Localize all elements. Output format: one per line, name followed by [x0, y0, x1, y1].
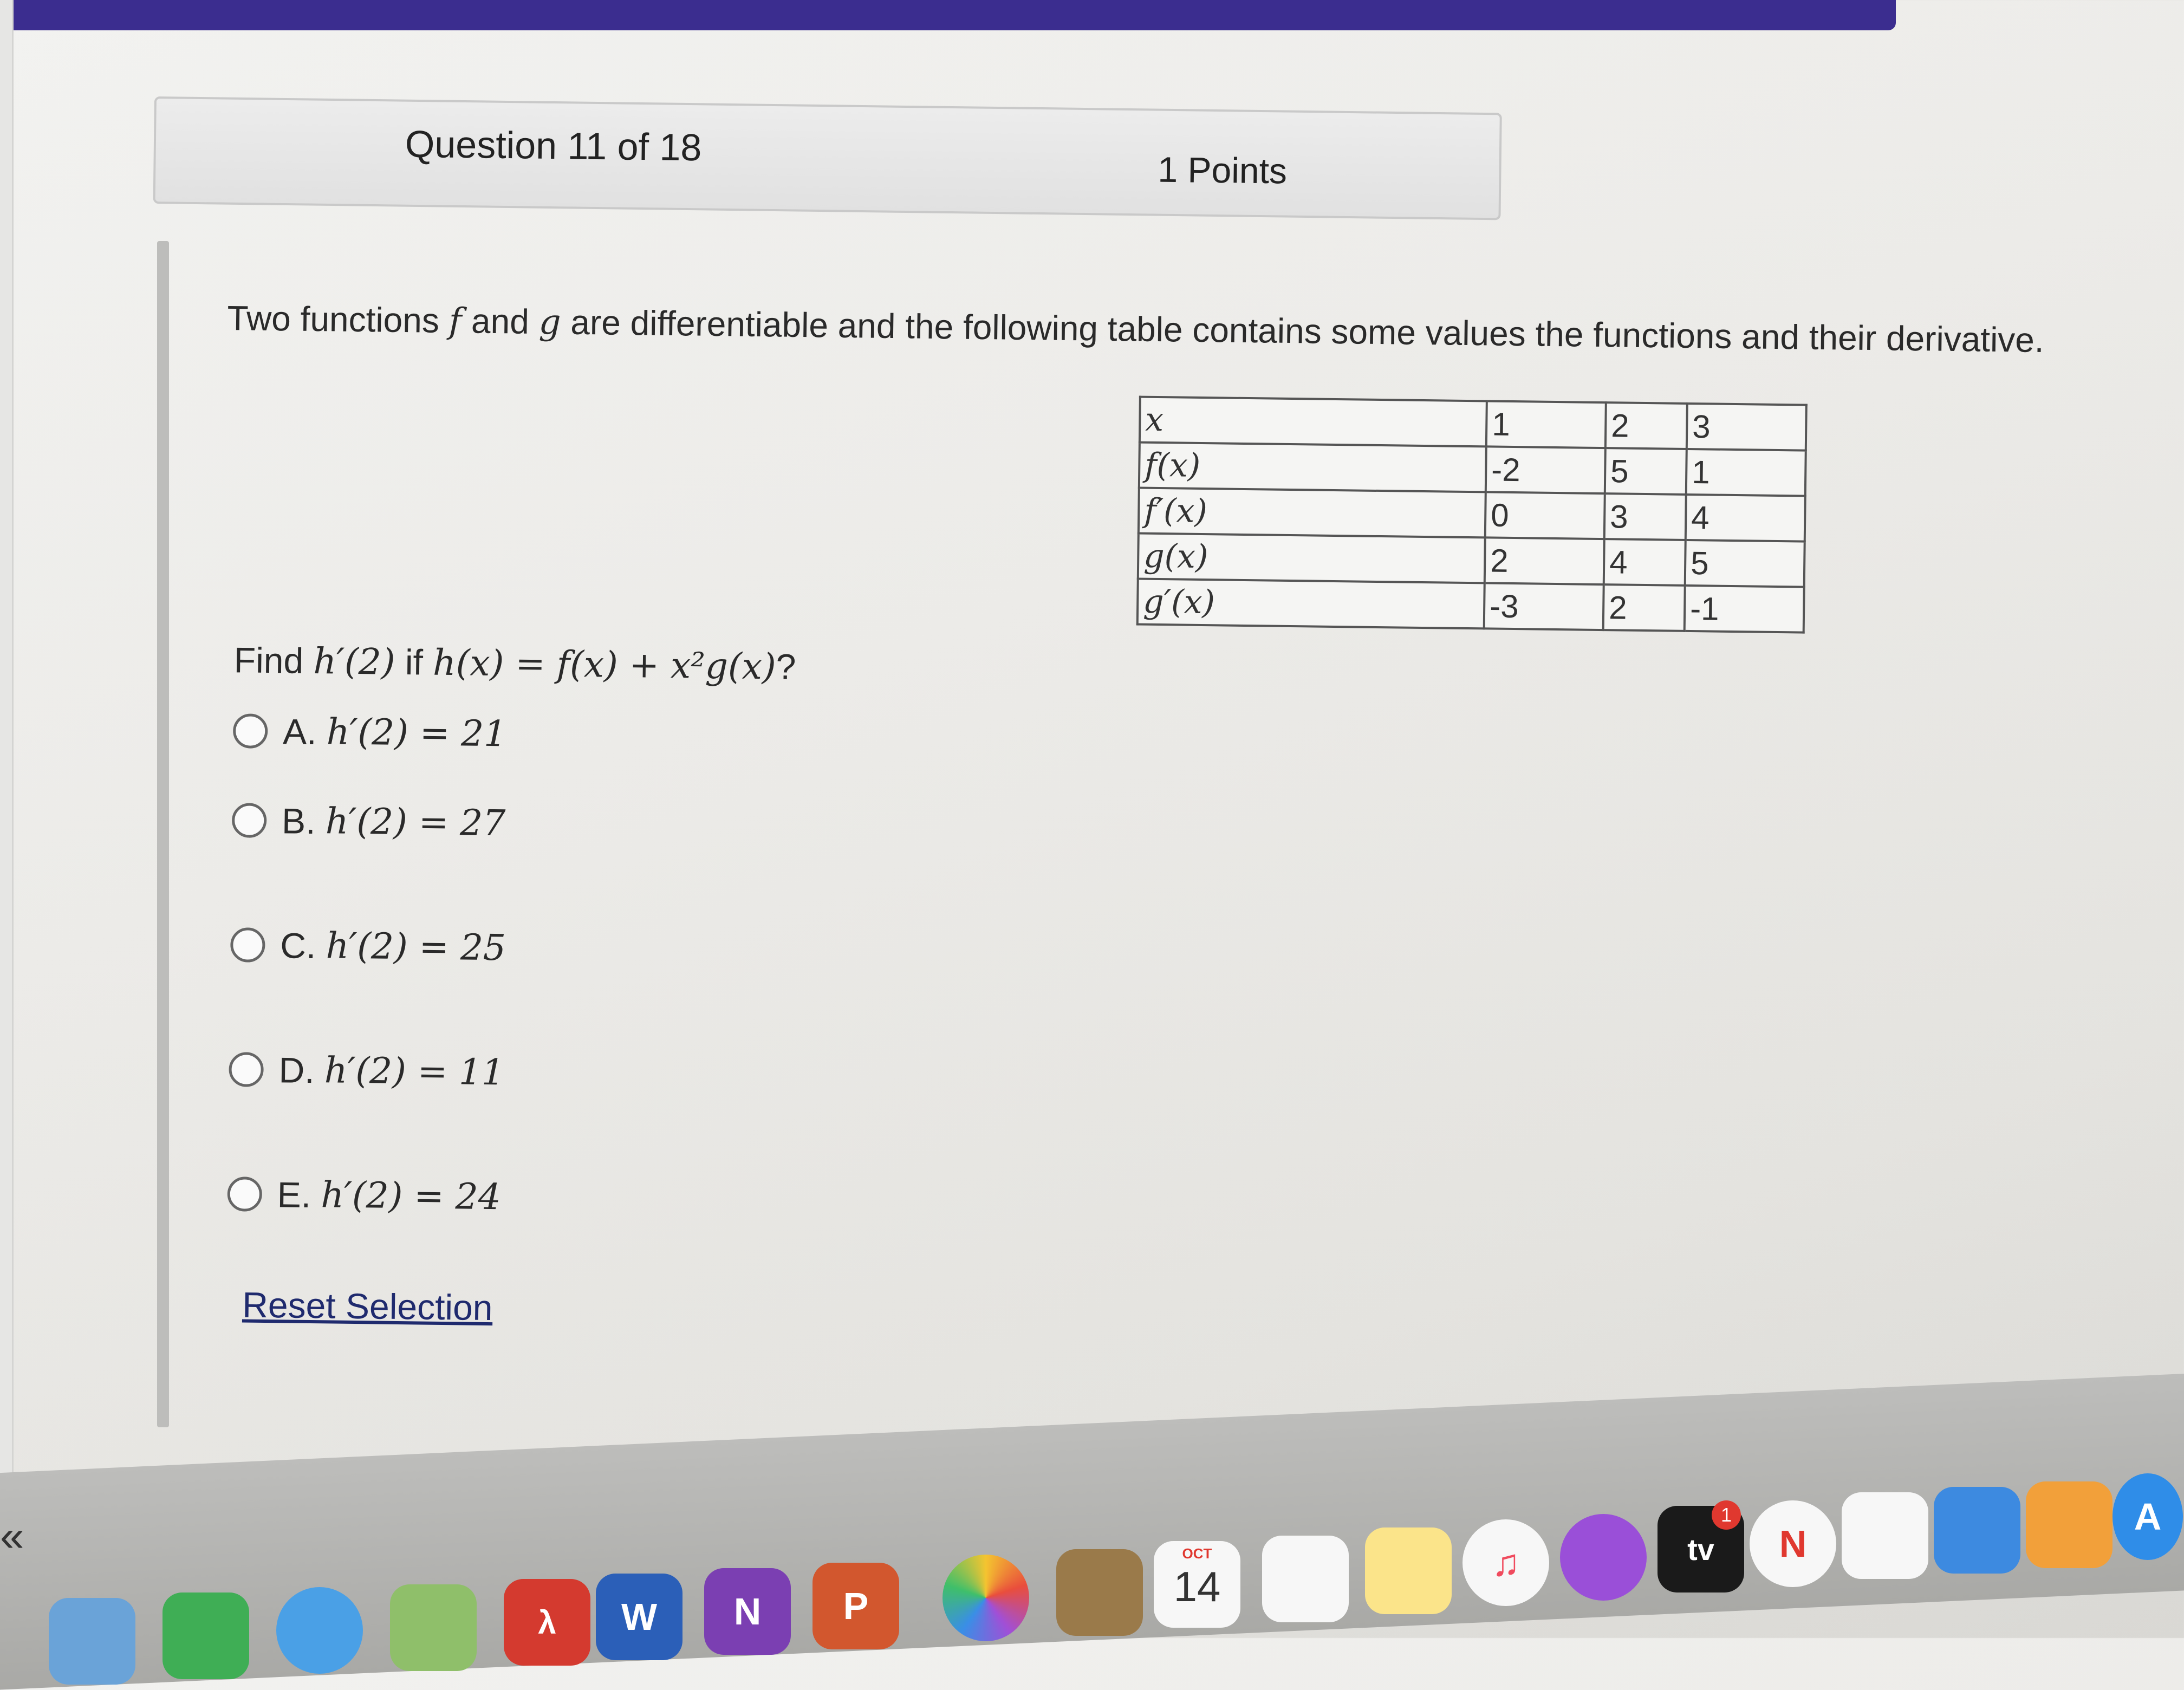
radio-button-e[interactable]: [227, 1176, 262, 1212]
table-cell: 1: [1486, 401, 1606, 448]
finder-icon[interactable]: [49, 1598, 135, 1685]
radio-button-d[interactable]: [229, 1052, 264, 1087]
podcasts-icon[interactable]: [1560, 1514, 1647, 1601]
option-letter: B.: [281, 800, 316, 841]
table-cell: 2: [1606, 402, 1687, 449]
option-e[interactable]: [227, 1173, 501, 1218]
option-expression: h′(2) = 27: [325, 800, 506, 844]
photos-icon[interactable]: [942, 1555, 1029, 1641]
option-expression: h′(2) = 21: [326, 711, 507, 755]
row-label: f(x): [1139, 443, 1486, 492]
onenote-icon[interactable]: N: [704, 1568, 791, 1655]
pages-icon[interactable]: [2026, 1481, 2112, 1568]
news-icon[interactable]: N: [1750, 1500, 1836, 1587]
table-row: [1139, 488, 1805, 542]
option-letter: D.: [278, 1049, 315, 1090]
question-left-border: [157, 241, 169, 1427]
row-label: g(x): [1138, 534, 1485, 583]
table-row: [1138, 534, 1805, 587]
question-intro: Two functions f and g are differentiable and the following table contains some values the functions and their derivative.: [227, 298, 2045, 360]
values-table: [1136, 396, 1808, 634]
reset-selection-link[interactable]: Reset Selection: [242, 1284, 493, 1328]
music-icon[interactable]: ♫: [1462, 1519, 1549, 1606]
row-label: f′(x): [1139, 488, 1486, 538]
table-cell: -1: [1685, 586, 1804, 633]
facetime-icon[interactable]: [162, 1592, 249, 1679]
row-label: g′(x): [1138, 579, 1485, 629]
option-a[interactable]: [233, 710, 507, 755]
maps-icon[interactable]: [390, 1584, 477, 1671]
row-label: x: [1140, 397, 1487, 447]
option-c[interactable]: [230, 924, 506, 968]
table-cell: 5: [1685, 540, 1805, 587]
option-expression: h′(2) = 25: [326, 925, 506, 969]
collapse-chevron-icon[interactable]: «: [0, 1512, 24, 1560]
keynote-icon[interactable]: [1934, 1487, 2020, 1574]
question-prompt: Find h′(2) if h(x) = f(x) + x²g(x)?: [233, 640, 796, 688]
table-row: [1140, 397, 1806, 451]
tv-badge: 1: [1712, 1500, 1741, 1530]
table-cell: -2: [1486, 446, 1606, 493]
table-cell: 4: [1686, 495, 1805, 542]
radio-button-a[interactable]: [233, 713, 268, 749]
radio-button-c[interactable]: [230, 927, 265, 963]
powerpoint-icon[interactable]: P: [812, 1563, 899, 1649]
table-cell: 4: [1604, 539, 1686, 586]
table-cell: 0: [1485, 492, 1605, 539]
numbers-icon[interactable]: [1842, 1492, 1928, 1579]
question-body: [215, 298, 2123, 1350]
table-row: [1139, 443, 1806, 496]
option-expression: h′(2) = 11: [324, 1049, 505, 1094]
safari-icon[interactable]: [276, 1587, 363, 1674]
table-cell: 5: [1605, 448, 1687, 495]
acrobat-icon[interactable]: λ: [504, 1579, 590, 1666]
word-icon[interactable]: W: [596, 1574, 682, 1660]
calendar-icon[interactable]: OCT 14: [1154, 1541, 1240, 1628]
app-store-icon[interactable]: A: [2112, 1473, 2183, 1560]
reminders-icon[interactable]: [1262, 1536, 1349, 1622]
table-cell: 2: [1603, 584, 1685, 631]
option-b[interactable]: [232, 799, 506, 844]
question-header: [153, 96, 1502, 220]
question-number: Question 11 of 18: [405, 122, 702, 169]
left-panel-edge: [0, 0, 14, 1495]
table-cell: 3: [1687, 404, 1806, 451]
radio-button-b[interactable]: [232, 803, 267, 838]
option-letter: C.: [280, 925, 316, 966]
table-cell: 3: [1604, 493, 1686, 540]
option-letter: A.: [282, 711, 317, 752]
apple-tv-icon[interactable]: tv: [1658, 1506, 1744, 1592]
contacts-icon[interactable]: [1056, 1549, 1143, 1636]
option-expression: h′(2) = 24: [321, 1174, 502, 1218]
notes-icon[interactable]: [1365, 1528, 1452, 1614]
table-cell: -3: [1484, 583, 1604, 630]
option-letter: E.: [277, 1174, 311, 1215]
table-row: [1138, 579, 1804, 633]
question-points: 1 Points: [1158, 149, 1288, 191]
browser-top-bar: [0, 0, 1896, 30]
option-d[interactable]: [229, 1048, 504, 1093]
table-cell: 2: [1485, 537, 1604, 584]
table-cell: 1: [1686, 449, 1806, 496]
